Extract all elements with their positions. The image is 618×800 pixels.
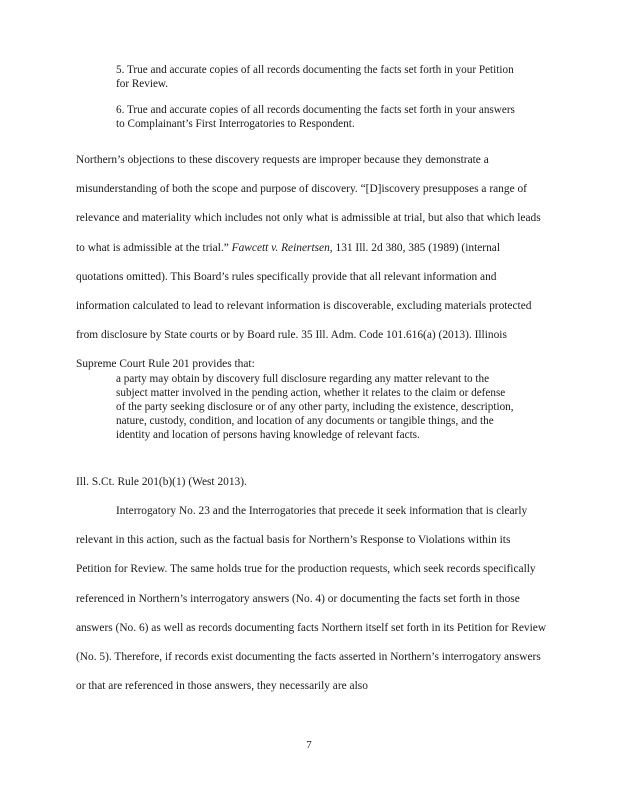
case-citation-name: Fawcett v. Reinertsen	[231, 241, 330, 254]
body-paragraph-objections	[76, 146, 548, 380]
request-item-5: 5. True and accurate copies of all records documenting the facts set forth in your Petition for Review.	[116, 64, 514, 90]
paragraph-text-before-citation: Northern’s objections to these discovery requests are improper because they demonstrate a misunderstanding of both the scope and purpose of discovery. “[D]iscovery presupposes a range of relevance and materiality which includes not only what is admissible at trial, but also that which leads to what is admissible at the trial.”	[76, 154, 541, 254]
request-item-6: 6. True and accurate copies of all records documenting the facts set forth in your answers to Complainant’s First Interrogatories to Respondent.	[116, 104, 515, 130]
rule-block-quote: a party may obtain by discovery full disclosure regarding any matter relevant to the subject matter involved in the pending action, whether it relates to the claim or defense of the party seeking disclosure or of any other party, including the existence, description, nature, custody, condition, and location of any documents or tangible things, and the identity and location of persons having knowledge of relevant facts.	[116, 373, 514, 441]
page-number: 7	[306, 739, 312, 751]
rule-citation: Ill. S.Ct. Rule 201(b)(1) (West 2013).	[76, 476, 247, 488]
body-paragraph-interrogatories: Interrogatory No. 23 and the Interrogatories that precede it seek information that is clearly relevant in this action, such as the factual basis for Northern’s Response to Violations within its Petition for Review. The same holds true for the production requests, which seek records specifically referenced in Northern’s interrogatory answers (No. 4) or documenting the facts set forth in those answers (No. 6) as well as records documenting facts Northern itself set forth in its Petition for Review (No. 5). Therefore, if records exist documenting the facts asserted in Northern’s interrogatory answers or that are referenced in those answers, they necessarily are also	[76, 505, 547, 693]
paragraph-text-after-citation: , 131 Ill. 2d 380, 385 (1989) (internal quotations omitted). This Board’s rules specifically provide that all relevant information and information calculated to lead to relevant information is discoverable, excluding materials protected from disclosure by State courts or by Board rule. 35 Ill. Adm. Code 101.616(a) (2013). Illinois Supreme Court Rule 201 provides that:	[76, 241, 532, 371]
